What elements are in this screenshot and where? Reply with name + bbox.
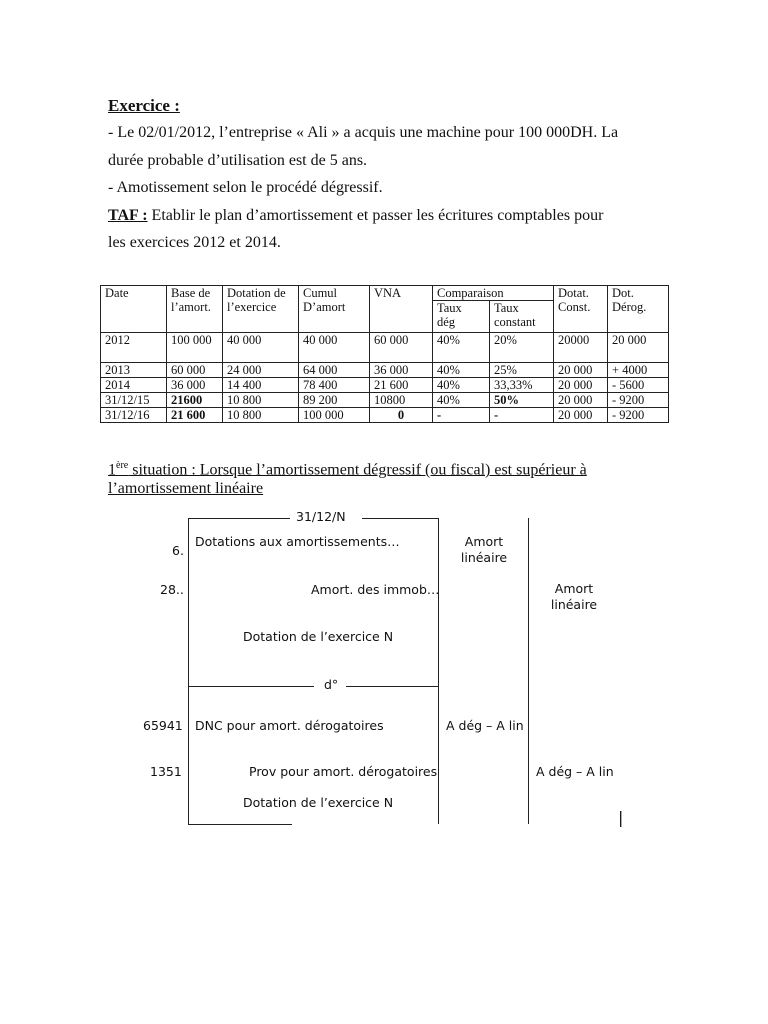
- table-cell: 40 000: [299, 333, 370, 363]
- taf-text: Etablir le plan d’amortissement et passer les écritures comptables pour: [147, 207, 604, 224]
- journal-top-line-right: [362, 518, 438, 519]
- credit-amount: Amort linéaire: [550, 581, 598, 612]
- credit-amount: A dég – A lin: [536, 764, 614, 779]
- journal-top-line-left: [188, 518, 290, 519]
- debit-amount: Amort linéaire: [460, 534, 508, 565]
- table-cell: 36 000: [370, 363, 433, 378]
- table-cell: 60 000: [370, 333, 433, 363]
- journal-right-border: [438, 518, 439, 824]
- journal-separator-left: [188, 686, 314, 687]
- table-row: [101, 408, 669, 423]
- table-cell: 20 000: [554, 393, 608, 408]
- table-cell: + 4000: [608, 363, 669, 378]
- table-cell: 10 800: [223, 393, 299, 408]
- table-cell: 89 200: [299, 393, 370, 408]
- debit-account-label: DNC pour amort. dérogatoires: [195, 718, 384, 733]
- table-cell: 2012: [101, 333, 167, 363]
- table-cell: 100 000: [299, 408, 370, 423]
- debit-account-number: 6.: [172, 543, 184, 558]
- header-dotation: Dotation de l’exercice: [223, 286, 299, 333]
- debit-account-number: 65941: [143, 718, 183, 733]
- table-cell: 31/12/16: [101, 408, 167, 423]
- exercise-line-2: durée probable d’utilisation est de 5 ans.: [108, 152, 368, 169]
- table-cell: - 5600: [608, 378, 669, 393]
- table-cell: 20 000: [554, 378, 608, 393]
- table-cell: 2014: [101, 378, 167, 393]
- credit-account-number: 28..: [160, 582, 184, 597]
- table-cell: 20%: [490, 333, 554, 363]
- table-cell: 21 600: [370, 378, 433, 393]
- cursor-mark: |: [618, 808, 624, 827]
- header-base: Base de l’amort.: [167, 286, 223, 333]
- table-cell: 36 000: [167, 378, 223, 393]
- header-vna: VNA: [370, 286, 433, 333]
- table-cell: -: [433, 408, 490, 423]
- table-cell: 10 800: [223, 408, 299, 423]
- table-cell: 25%: [490, 363, 554, 378]
- table-cell: 31/12/15: [101, 393, 167, 408]
- table-row: [101, 333, 669, 363]
- journal-separator-ditto: d°: [324, 677, 339, 692]
- situation-heading: 1ère situation : Lorsque l’amortissement dégressif (ou fiscal) est supérieur à l’amortissement linéaire: [108, 460, 587, 498]
- journal-date: 31/12/N: [296, 509, 346, 524]
- table-cell: 100 000: [167, 333, 223, 363]
- table-cell: 60 000: [167, 363, 223, 378]
- credit-account-number: 1351: [150, 764, 182, 779]
- header-cumul: Cumul D’amort: [299, 286, 370, 333]
- exercise-line-5: les exercices 2012 et 2014.: [108, 234, 281, 251]
- table-cell: 40 000: [223, 333, 299, 363]
- table-cell: 10800: [370, 393, 433, 408]
- entry-description: Dotation de l’exercice N: [243, 795, 394, 810]
- table-cell: 64 000: [299, 363, 370, 378]
- header-dot-derog: Dot. Dérog.: [608, 286, 669, 333]
- table-cell: 21600: [167, 393, 223, 408]
- table-cell: 14 400: [223, 378, 299, 393]
- table-cell: - 9200: [608, 408, 669, 423]
- exercise-title: Exercice :: [108, 96, 180, 115]
- credit-account-label: Amort. des immob…: [311, 582, 440, 597]
- header-taux-const: Taux constant: [490, 301, 554, 333]
- table-cell: 21 600: [167, 408, 223, 423]
- journal-separator-right: [346, 686, 438, 687]
- table-cell: 40%: [433, 378, 490, 393]
- table-cell: 2013: [101, 363, 167, 378]
- table-cell: 20 000: [554, 408, 608, 423]
- table-cell: 40%: [433, 393, 490, 408]
- table-cell: 78 400: [299, 378, 370, 393]
- header-date: Date: [101, 286, 167, 333]
- amortization-table: [100, 285, 669, 423]
- debit-amount: A dég – A lin: [446, 718, 524, 733]
- header-comparaison: Comparaison: [433, 286, 554, 301]
- credit-account-label: Prov pour amort. dérogatoires: [249, 764, 438, 779]
- journal-bottom-line: [188, 824, 292, 825]
- exercise-line-1: - Le 02/01/2012, l’entreprise « Ali » a acquis une machine pour 100 000DH. La: [108, 124, 619, 141]
- entry-description: Dotation de l’exercice N: [243, 629, 394, 644]
- table-cell: 33,33%: [490, 378, 554, 393]
- taf-label: TAF :: [108, 207, 148, 224]
- exercise-line-3: - Amotissement selon le procédé dégressif.: [108, 179, 383, 196]
- table-cell: 0: [370, 408, 433, 423]
- table-cell: 20000: [554, 333, 608, 363]
- table-row: [101, 363, 669, 378]
- table-cell: 40%: [433, 333, 490, 363]
- table-row: [101, 393, 669, 408]
- table-cell: -: [490, 408, 554, 423]
- table-cell: 50%: [490, 393, 554, 408]
- journal-left-border: [188, 518, 189, 824]
- table-cell: 40%: [433, 363, 490, 378]
- table-cell: - 9200: [608, 393, 669, 408]
- debit-account-label: Dotations aux amortissements…: [195, 534, 400, 549]
- table-row: [101, 378, 669, 393]
- header-taux-deg: Taux dég: [433, 301, 490, 333]
- journal-amount-divider: [528, 518, 529, 824]
- exercise-line-4: [108, 206, 603, 226]
- header-dotat-const: Dotat. Const.: [554, 286, 608, 333]
- table-cell: 20 000: [608, 333, 669, 363]
- table-cell: 24 000: [223, 363, 299, 378]
- table-cell: 20 000: [554, 363, 608, 378]
